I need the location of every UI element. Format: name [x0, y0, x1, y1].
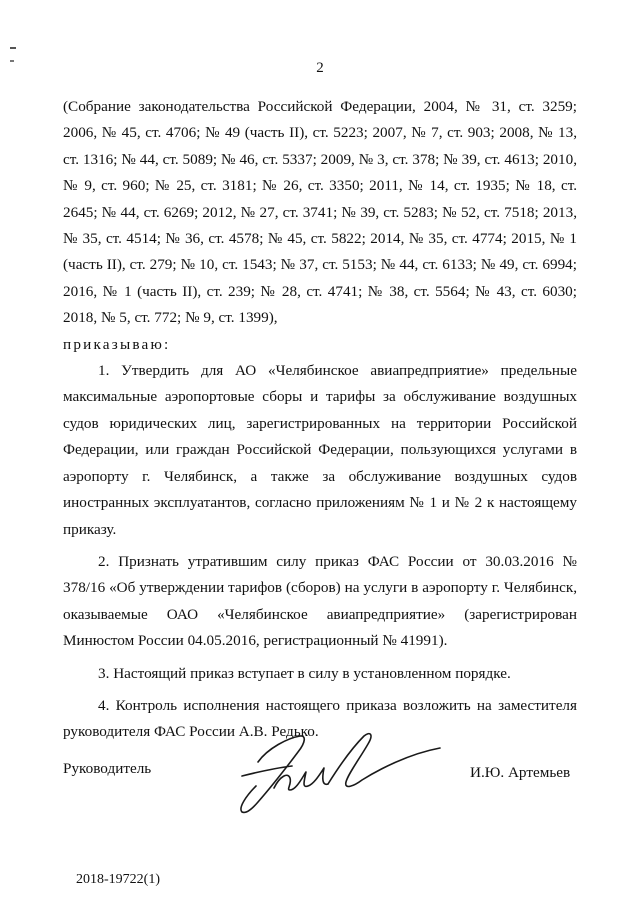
order-word: приказываю:: [63, 335, 171, 353]
signatory-name: И.Ю. Артемьев: [470, 764, 571, 781]
margin-mark: [10, 47, 16, 49]
citation-paragraph: (Собрание законодательства Российской Федерации, 2004, № 31, ст. 3259; 2006, № 45, ст. 4706; № 49 (часть II), ст. 5223; 2007, № 7, ст. 903; 2008, № 13, ст. 1316; № 44, ст. 5089; № 46, ст. 5337; 2009, № 3, ст. 378; № 39, ст. 4613; 2010, № 9, ст. 960; № 25, ст. 3181; № 26, ст. 3350; 2011, № 14, ст. 1935; № 18, ст. 2645; № 44, ст. 6269; 2012, № 27, ст. 3741; № 39, ст. 5283; № 52, ст. 7518; 2013, № 35, ст. 4514; № 36, ст. 4578; № 45, ст. 5822; 2014, № 35, ст. 4774; 2015, № 1 (часть II), ст. 279; № 10, ст. 1543; № 37, ст. 5153; № 44, ст. 6133; № 49, ст. 6994; 2016, № 1 (часть II), ст. 239; № 28, ст. 4741; № 38, ст. 5564; № 43, ст. 6030; 2018, № 5, ст. 772; № 9, ст. 1399),: [63, 98, 577, 327]
order-item-3: 3. Настоящий приказ вступает в силу в установленном порядке.: [98, 664, 511, 682]
order-item-4: 4. Контроль исполнения настоящего приказа возложить на заместителя руководителя ФАС России А.В. Редько.: [63, 696, 577, 741]
order-item-2: 2. Признать утратившим силу приказ ФАС России от 30.03.2016 № 378/16 «Об утверждении тарифов (сборов) на услуги в аэропорту г. Челябинск, оказываемые ОАО «Челябинское авиапредприятие» (зарегистрирован Минюстом России 04.05.2016, регистрационный № 41991).: [63, 552, 577, 650]
order-item-1: 1. Утвердить для АО «Челябинское авиапредприятие» предельные максимальные аэропортовые сборы и тарифы за обслуживание воздушных судов юридических лиц, зарегистрированных на территории Российской Федерации, или граждан Российской Федерации, пользующихся услугами в аэропорту г. Челябинск, а также за обслуживание воздушных судов иностранных эксплуатантов, согласно приложениям № 1 и № 2 к настоящему приказу.: [63, 362, 577, 538]
handwritten-signature: [228, 728, 448, 818]
signatory-title: Руководитель: [63, 760, 152, 777]
page-number: 2: [316, 60, 324, 76]
document-body: [63, 94, 577, 746]
document-id: 2018-19722(1): [76, 872, 160, 887]
